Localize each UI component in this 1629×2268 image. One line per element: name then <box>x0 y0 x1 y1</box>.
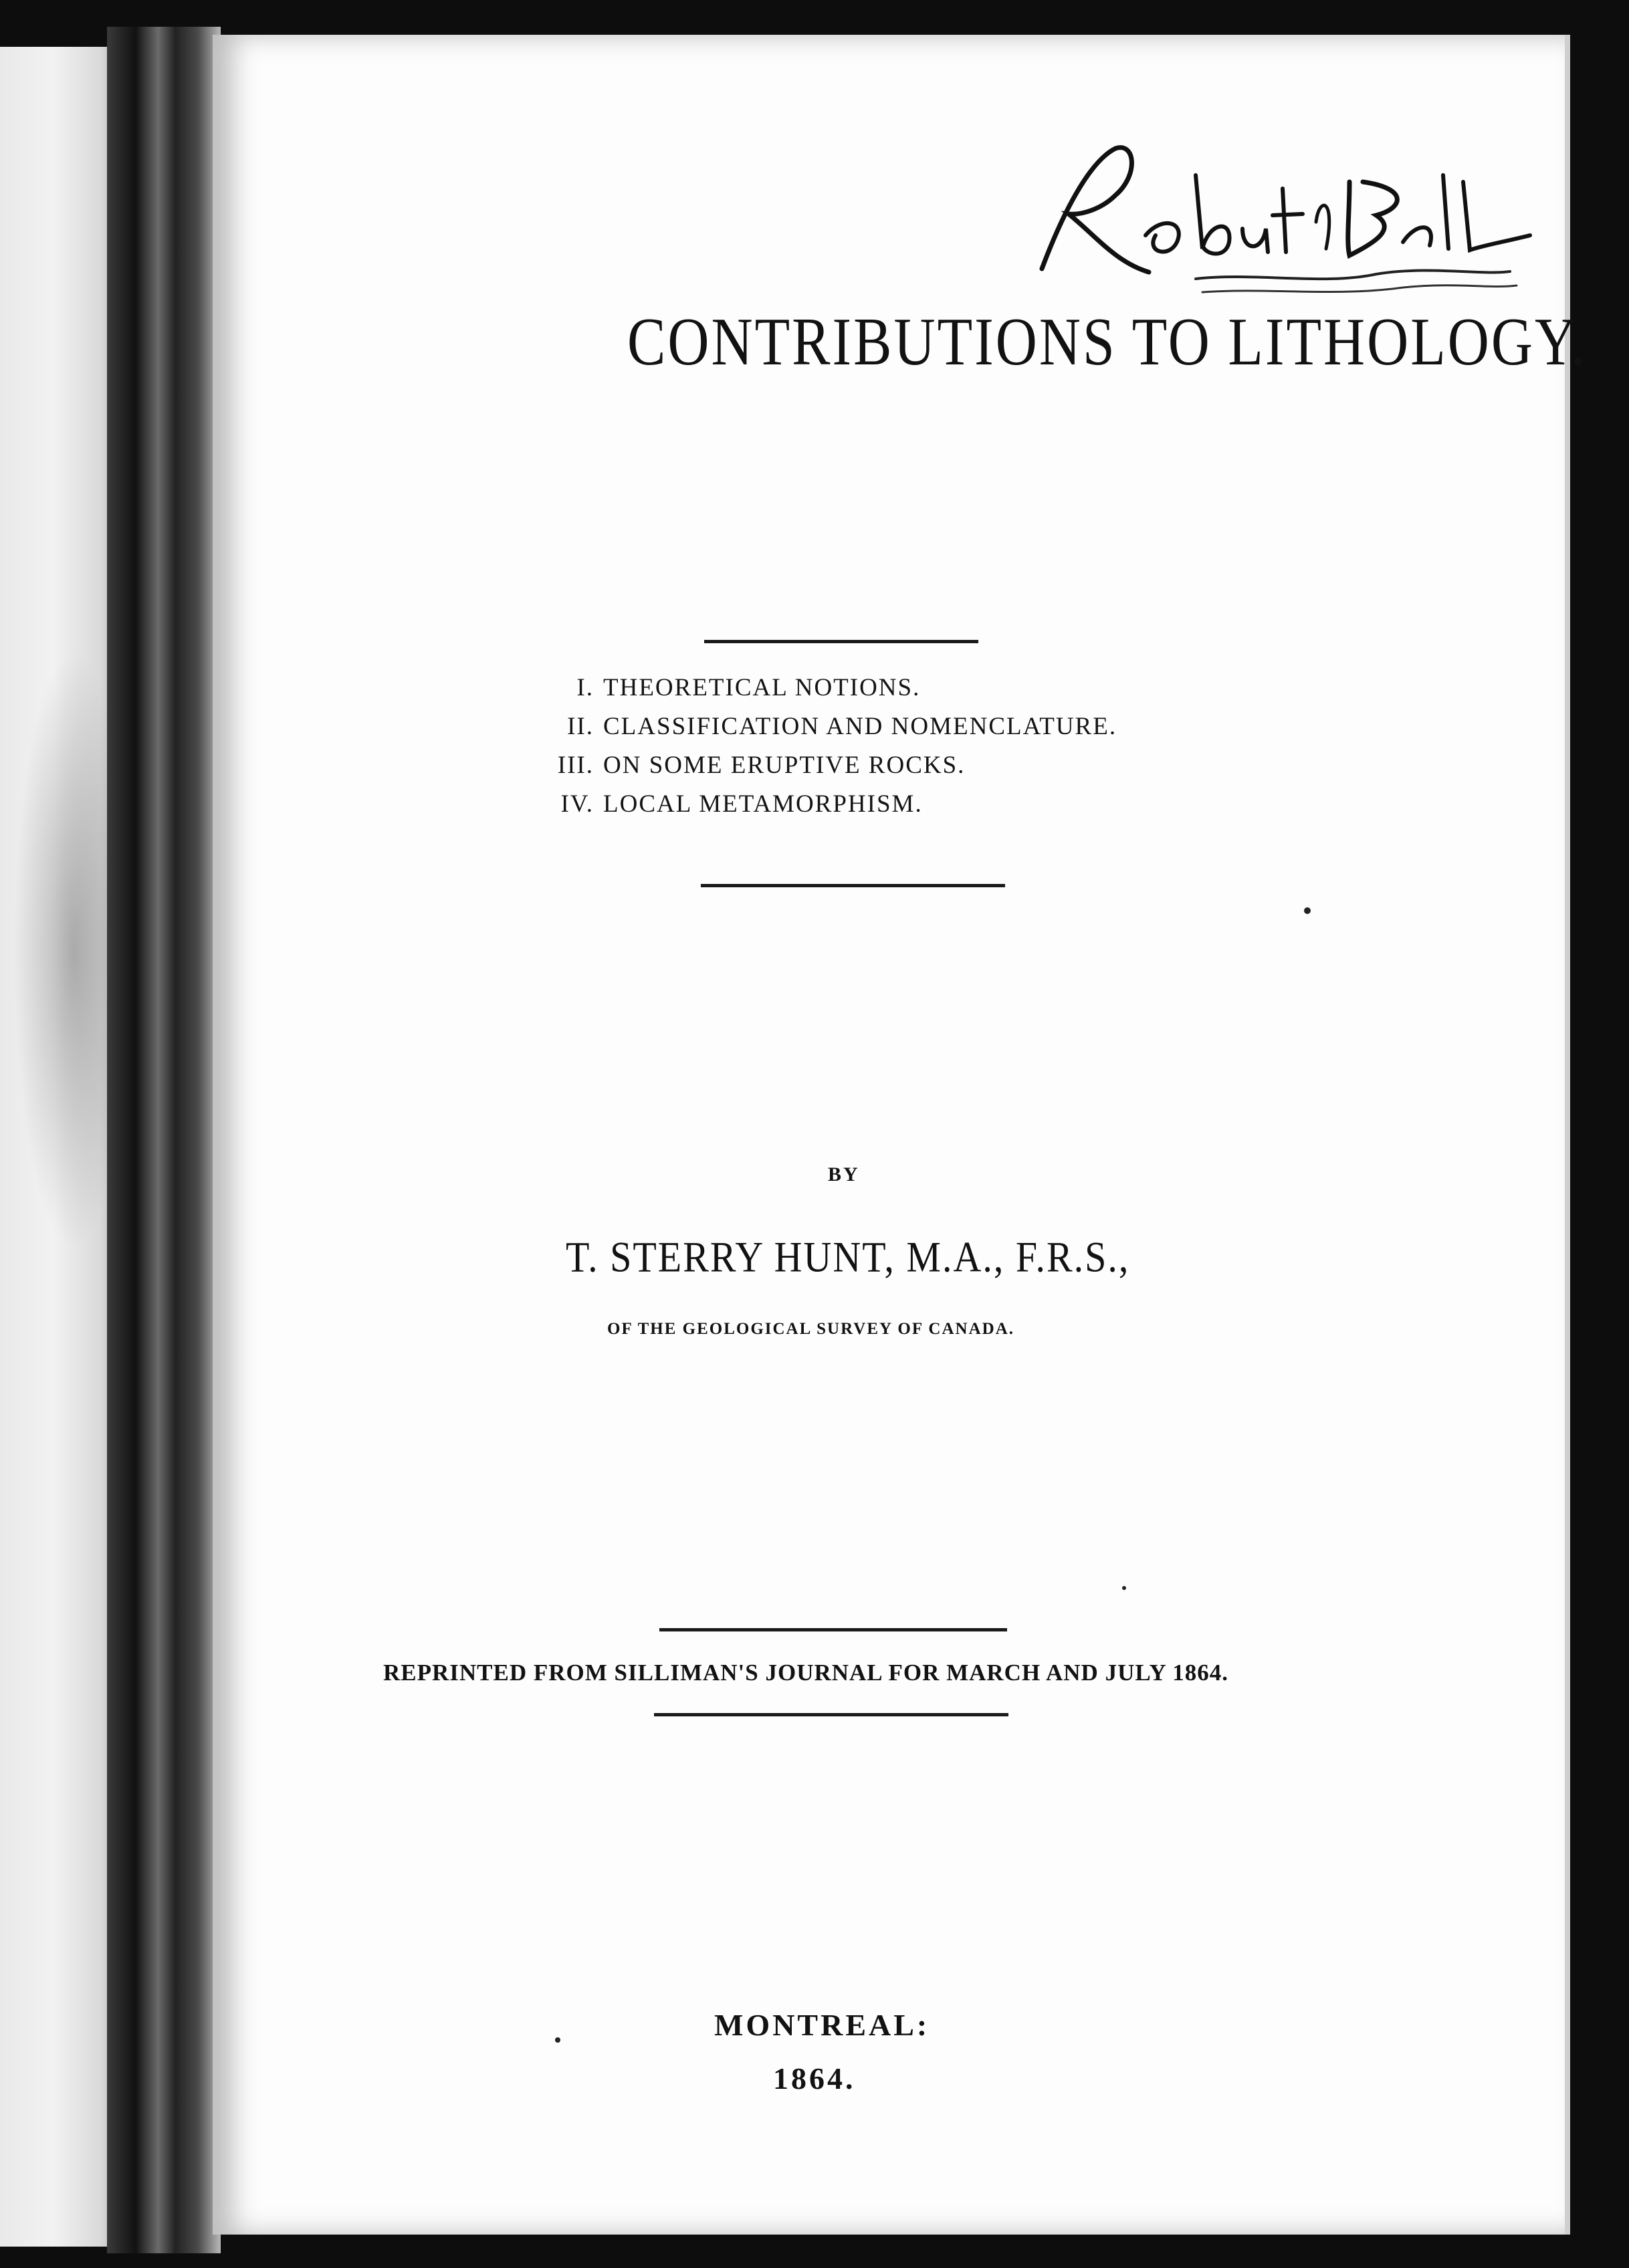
ink-speck <box>1304 907 1311 914</box>
title-page <box>213 35 1588 2235</box>
contents-item <box>527 785 1117 824</box>
contents-number: I. <box>576 674 594 701</box>
stain <box>13 649 114 1250</box>
author-name: T. STERRY HUNT, M.A., F.R.S., <box>566 1232 1130 1281</box>
imprint-year: 1864. <box>773 2061 856 2095</box>
contents-item <box>527 707 1117 746</box>
contents-label: CLASSIFICATION AND NOMENCLATURE. <box>603 713 1117 740</box>
imprint-city: MONTREAL: <box>714 2008 930 2042</box>
contents-list <box>527 669 1117 824</box>
contents-item <box>527 669 1117 707</box>
handwritten-signature <box>1002 135 1550 309</box>
rule-above-reprint <box>659 1628 1007 1631</box>
rule-below-reprint <box>654 1713 1008 1716</box>
contents-item <box>527 746 1117 785</box>
contents-label: ON SOME ERUPTIVE ROCKS. <box>603 752 966 779</box>
ink-speck <box>1122 1586 1126 1590</box>
contents-number: IV. <box>560 790 594 818</box>
author-affiliation: OF THE GEOLOGICAL SURVEY OF CANADA. <box>607 1320 1015 1338</box>
by-line: BY <box>828 1163 860 1185</box>
binding-gutter <box>107 27 221 2253</box>
contents-number: II. <box>567 713 594 740</box>
ink-speck <box>555 2037 560 2043</box>
contents-label: LOCAL METAMORPHISM. <box>603 790 923 818</box>
rule-below-contents <box>701 884 1005 887</box>
contents-label: THEORETICAL NOTIONS. <box>603 674 921 701</box>
contents-number: III. <box>557 752 594 779</box>
reprint-note: REPRINTED FROM SILLIMAN'S JOURNAL FOR MARCH AND JULY 1864. <box>383 1660 1228 1686</box>
book-title: CONTRIBUTIONS TO LITHOLOGY. <box>627 304 1588 380</box>
rule-above-contents <box>704 640 978 643</box>
